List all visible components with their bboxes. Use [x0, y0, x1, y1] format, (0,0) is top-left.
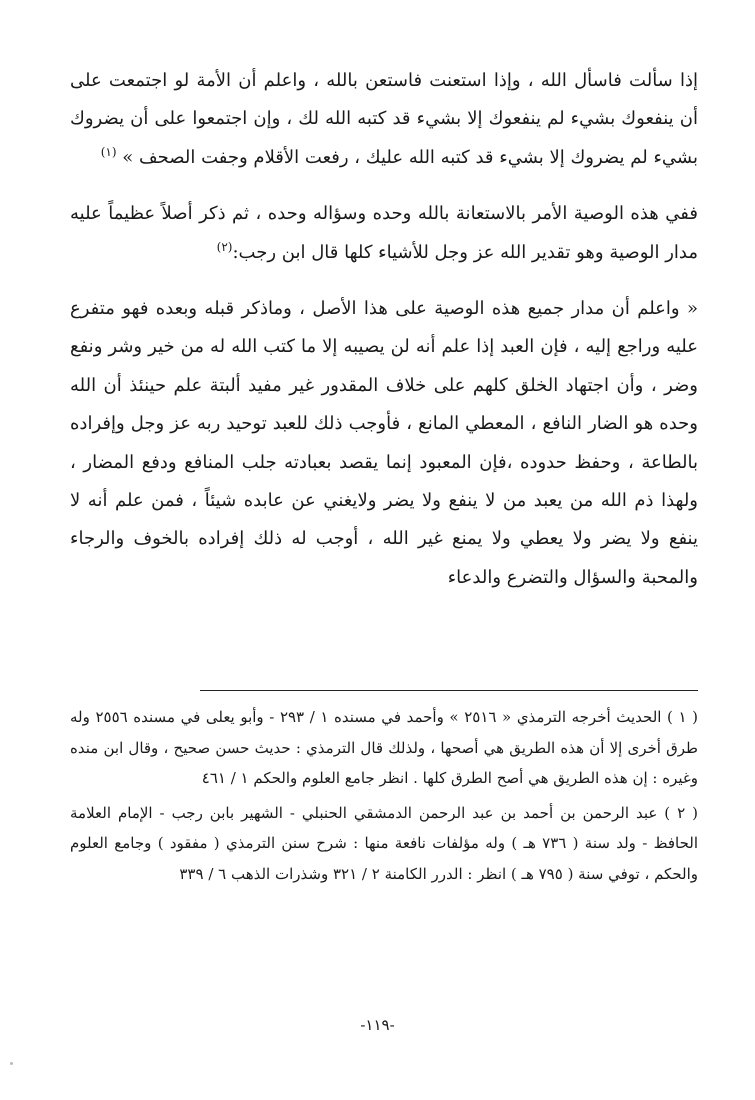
footnote-1: ( ١ ) الحديث أخرجه الترمذي « ٢٥١٦ » وأحمد في مسنده ١ / ٢٩٣ - وأبو يعلى في مسنده ٢٥٥٦ وله طرق أخرى إلا أن هذه الطريق هي أصحها ، ولذلك قال الترمذي : حديث حسن صحيح ، وقال ابن منده وغيره : إن هذه الطريق هي أصح الطرق كلها . انظر جامع العلوم والحكم ١ / ٤٦١ — [70, 708, 698, 787]
footnotes — [70, 702, 698, 893]
main-text — [70, 62, 698, 597]
scan-speck — [10, 1062, 13, 1065]
paragraph-1 — [70, 62, 698, 177]
footnote-divider — [200, 690, 698, 691]
paragraph-2-text: ففي هذه الوصية الأمر بالاستعانة بالله وحده وسؤاله وحده ، ثم ذكر أصلاً عظيماً عليه مدار الوصية وهو تقدير الله عز وجل للأشياء كلها قال ابن رجب: — [70, 203, 698, 263]
paragraph-1-text: إذا سألت فاسأل الله ، وإذا استعنت فاستعن بالله ، واعلم أن الأمة لو اجتمعت على أن ينفعوك بشيء لم ينفعوك إلا بشيء قد كتبه الله لك ، وإن اجتمعوا على أن يضروك بشيء لم يضروك إلا بشيء قد كتبه الله عليك ، رفعت الأقلام وجفت الصحف » — [70, 70, 698, 168]
page-number: -١١٩- — [360, 1016, 395, 1034]
footnote-ref-1[interactable]: (١) — [100, 144, 117, 159]
footnote-2: ( ٢ ) عبد الرحمن بن أحمد بن عبد الرحمن الدمشقي الحنبلي - الشهير بابن رجب - الإمام العلامة الحافظ - ولد سنة ( ٧٣٦ هـ ) وله مؤلفات نافعة منها : شرح سنن الترمذي ( مفقود ) وجامع العلوم والحكم ، توفي سنة ( ٧٩٥ هـ ) انظر : الدرر الكامنة ٢ / ٣٢١ وشذرات الذهب ٦ / ٣٣٩ — [70, 803, 699, 883]
paragraph-3-quote: « واعلم أن مدار جميع هذه الوصية على هذا الأصل ، وماذكر قبله وبعده فهو متفرع عليه وراجع إليه ، فإن العبد إذا علم أنه لن يصيبه إلا ما كتب الله له من خير وشر ونفع وضر ، وأن اجتهاد الخلق كلهم على خلاف المقدور غير مفيد ألبتة علم حينئذ أن الله وحده هو الضار النافع ، المعطي المانع ، فأوجب ذلك للعبد توحيد ربه عز وجل وإفراده بالطاعة ، وحفظ حدوده ،فإن المعبود إنما يقصد بعبادته جلب المنافع ودفع المضار ، ولهذا ذم الله من يعبد من لا ينفع ولا يضر ولايغني عن عابده شيئاً ، فمن علم أنه لا ينفع ولا يضر ولا يعطي ولا يمنع غير الله ، أوجب له ذلك إفراده بالخوف والرجاء والمحبة والسؤال والتضرع والدعاء — [70, 298, 699, 588]
footnote-ref-2[interactable]: (٢) — [216, 239, 233, 254]
paragraph-2 — [70, 195, 698, 272]
